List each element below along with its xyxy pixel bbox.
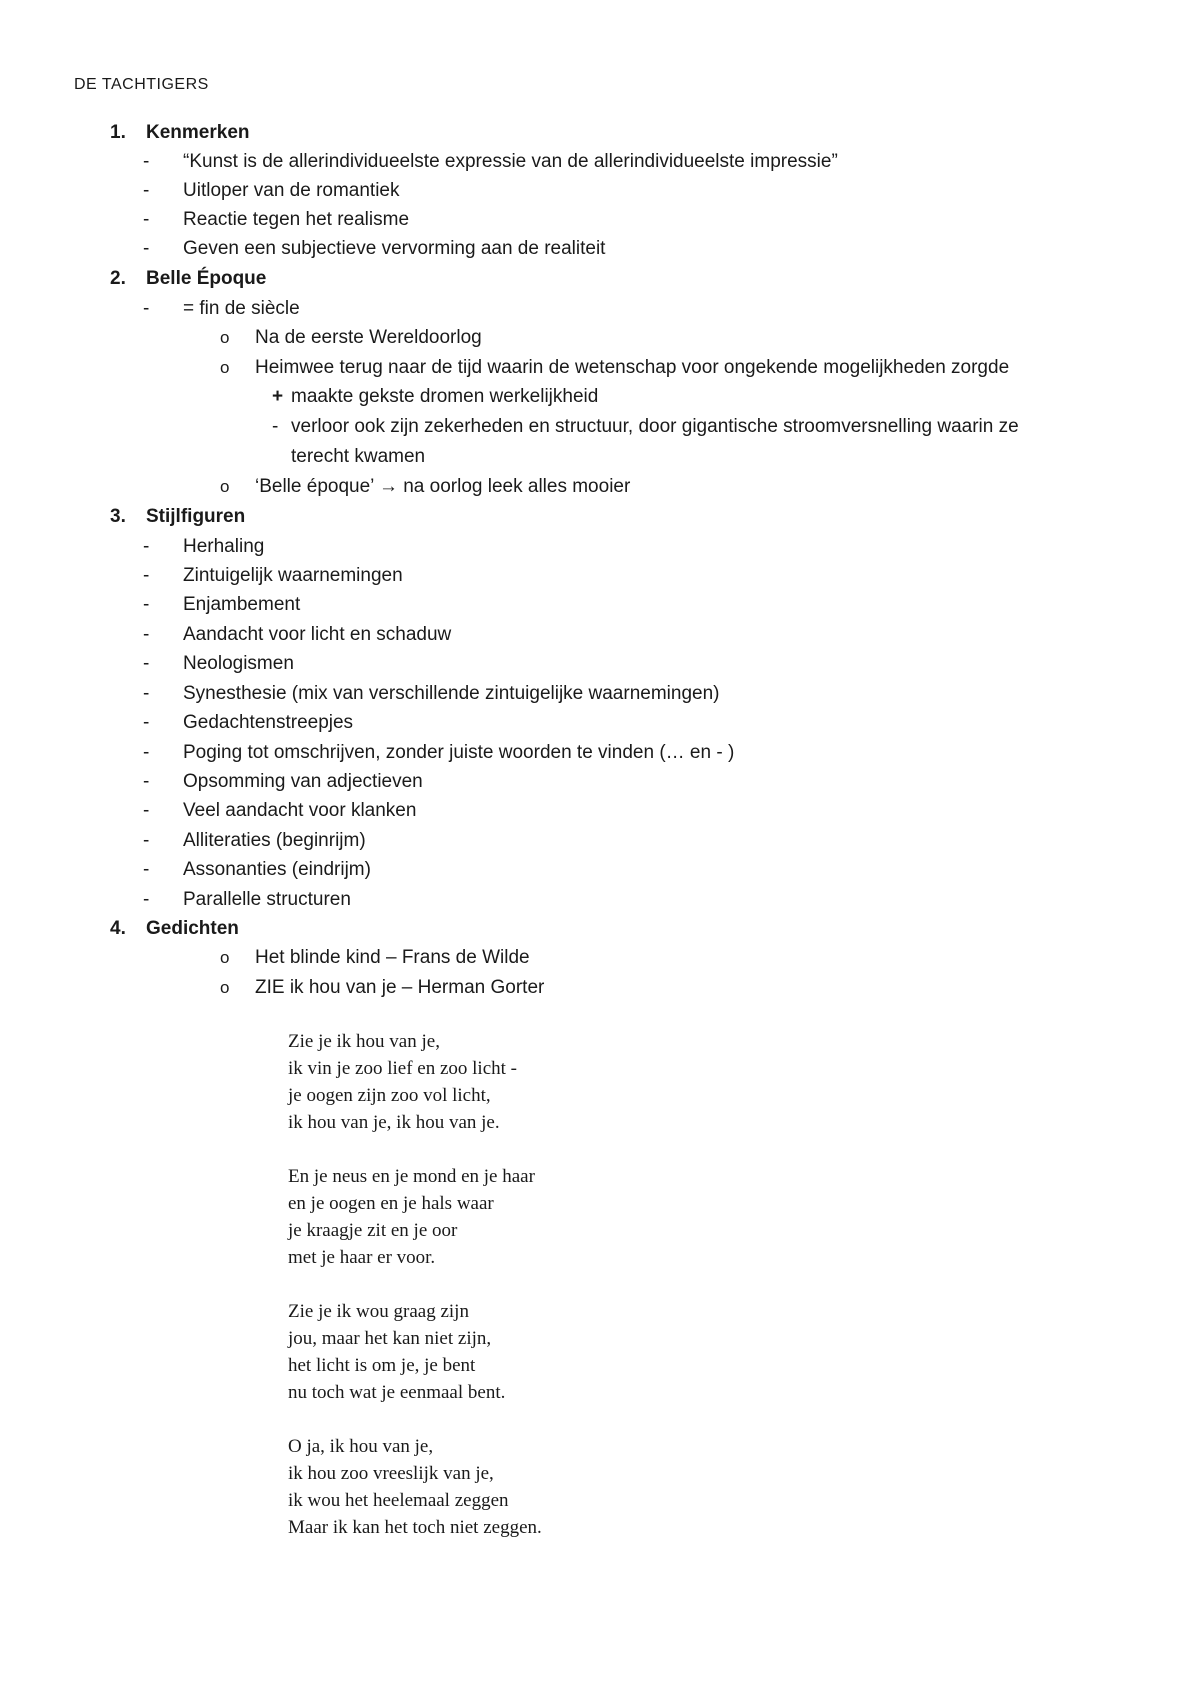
poem-line: het licht is om je, je bent [288,1355,476,1376]
list-item: - Poging tot omschrijven, zonder juiste woorden te vinden (… en - ) [143,742,735,763]
list-item: - “Kunst is de allerindividueelste expressie van de allerindividueelste impressie” [143,151,838,172]
poem-line: Zie je ik wou graag zijn [288,1301,469,1322]
section-title: Kenmerken [146,122,250,143]
list-item: - Geven een subjectieve vervorming aan de realiteit [143,238,606,259]
list-item: - Aandacht voor licht en schaduw [143,624,452,645]
document-title: DE TACHTIGERS [74,76,209,93]
sub-list-item: o ZIE ik hou van je – Herman Gorter [220,977,545,998]
poem-line: En je neus en je mond en je haar [288,1166,535,1187]
poem-line: Maar ik kan het toch niet zeggen. [288,1517,542,1538]
section-heading-kenmerken [110,122,250,144]
section-heading-gedichten [110,918,239,940]
sub-sub-list-item-continuation: terecht kwamen [291,446,426,467]
list-item: - Assonanties (eindrijm) [143,859,371,880]
list-item: - Synesthesie (mix van verschillende zintuigelijke waarnemingen) [143,683,720,704]
poem-line: met je haar er voor. [288,1247,436,1268]
list-item: - Veel aandacht voor klanken [143,800,417,821]
section-heading-stijlfiguren [110,506,245,528]
poem-line: ik hou zoo vreeslijk van je, [288,1463,494,1484]
sub-list-item: o Heimwee terug naar de tijd waarin de wetenschap voor ongekende mogelijkheden zorgde [220,357,1010,378]
poem-line: O ja, ik hou van je, [288,1436,434,1457]
section-number: 2. [110,268,126,289]
list-item: - Opsomming van adjectieven [143,771,423,792]
sub-list-item: o Het blinde kind – Frans de Wilde [220,947,530,968]
sub-sub-list-item: + maakte gekste dromen werkelijkheid [272,386,599,407]
poem-line: je kraagje zit en je oor [288,1220,458,1241]
poem-line: ik wou het heelemaal zeggen [288,1490,509,1511]
list-item: - Parallelle structuren [143,889,351,910]
section-number: 1. [110,122,126,143]
poem-line: nu toch wat je eenmaal bent. [288,1382,506,1403]
section-number: 3. [110,506,126,527]
poem-line: je oogen zijn zoo vol licht, [288,1085,491,1106]
list-item: - Neologismen [143,653,294,674]
list-item: - Alliteraties (beginrijm) [143,830,366,851]
poem-line: jou, maar het kan niet zijn, [288,1328,492,1349]
sub-list-item: o Na de eerste Wereldoorlog [220,327,482,348]
list-item: - Uitloper van de romantiek [143,180,400,201]
list-item: - = fin de siècle [143,298,300,319]
list-item: - Gedachtenstreepjes [143,712,354,733]
poem-line: en je oogen en je hals waar [288,1193,494,1214]
arrow-icon: → [378,476,398,497]
sub-list-item: o ‘Belle époque’ → na oorlog leek alles mooier [220,476,631,497]
poem-line: ik vin je zoo lief en zoo licht - [288,1058,517,1079]
list-item: - Zintuigelijk waarnemingen [143,565,403,586]
section-title: Stijlfiguren [146,506,246,527]
section-title: Belle Époque [146,268,267,289]
poem-line: Zie je ik hou van je, [288,1031,440,1052]
poem-line: ik hou van je, ik hou van je. [288,1112,500,1133]
section-number: 4. [110,918,126,939]
section-heading-belle-epoque [110,268,266,290]
list-item: - Reactie tegen het realisme [143,209,410,230]
section-title: Gedichten [146,918,239,939]
list-item: - Enjambement [143,594,301,615]
sub-sub-list-item: - verloor ook zijn zekerheden en structuur, door gigantische stroomversnelling waarin ze [272,416,1019,437]
list-item: - Herhaling [143,536,265,557]
poem [288,1028,542,1541]
